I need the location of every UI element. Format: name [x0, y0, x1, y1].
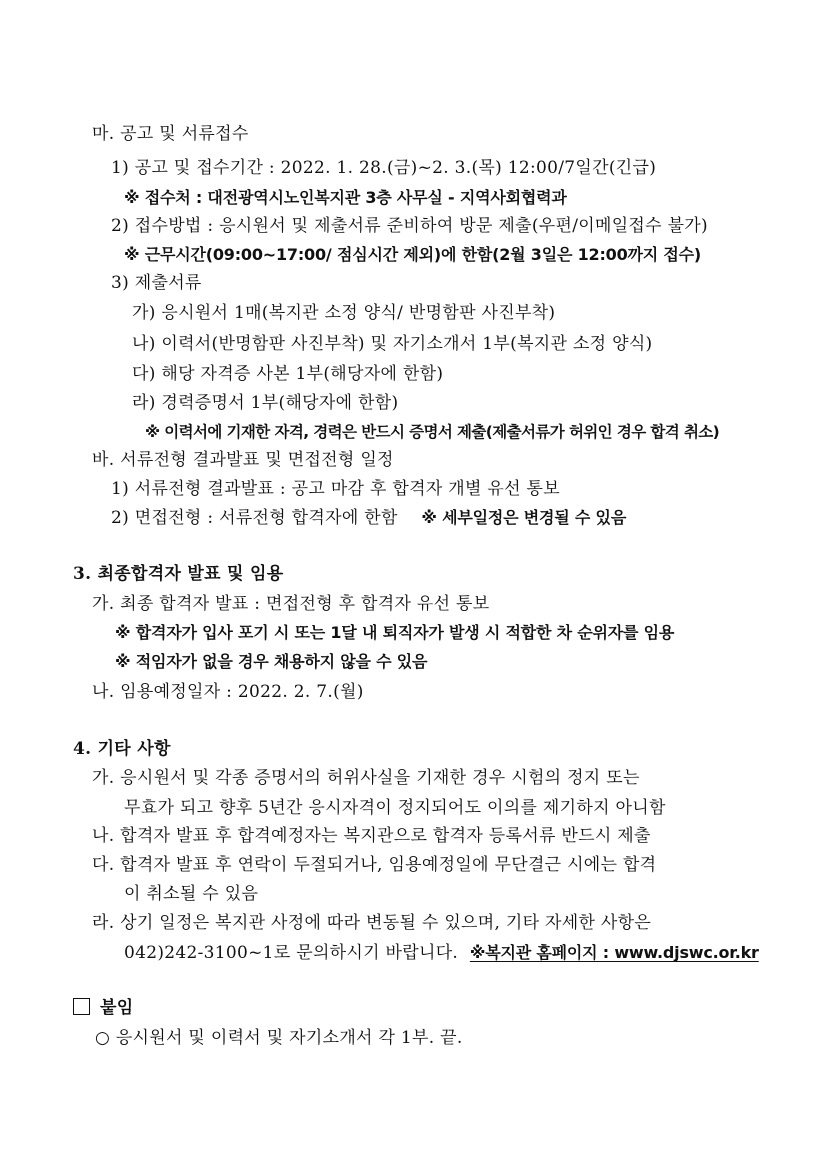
contact-phone-text: 042)242-3100~1로 문의하시기 바랍니다.: [124, 943, 459, 963]
schedule-change-note: ※ 세부일정은 변경될 수 있음: [421, 508, 627, 527]
other-item-da-line2: 이 취소될 수 있음: [124, 884, 259, 904]
required-documents-title: 3) 제출서류: [111, 273, 202, 293]
document-screening-result: 1) 서류전형 결과발표 : 공고 마감 후 합격자 개별 유선 통보: [111, 479, 560, 499]
certificate-note: ※ 이력서에 기재한 자격, 경력은 반드시 증명서 제출(제출서류가 허위인 경우 합격 취소): [145, 423, 720, 441]
attachment-item: ○ 응시원서 및 이력서 및 자기소개서 각 1부. 끝.: [95, 1028, 463, 1048]
other-item-ga-line1: 가. 응시원서 및 각종 증명서의 허위사실을 기재한 경우 시험의 정지 또는: [92, 768, 640, 788]
homepage-link[interactable]: ※복지관 홈페이지 : www.djswc.or.kr: [469, 943, 759, 962]
other-item-ra-line1: 라. 상기 일정은 복지관 사정에 따라 변동될 수 있으며, 기타 자세한 사항은: [92, 913, 652, 933]
final-announcement: 가. 최종 합격자 발표 : 면접전형 후 합격자 유선 통보: [92, 594, 490, 614]
attachment-title-text: 붙임: [100, 998, 134, 1018]
working-hours-note: ※ 근무시간(09:00~17:00/ 점심시간 제외)에 한함(2월 3일은 12:00까지 접수): [124, 245, 702, 264]
reception-method: 2) 접수방법 : 응시원서 및 제출서류 준비하여 방문 제출(우편/이메일접수 불가): [111, 216, 708, 236]
reception-place-note: ※ 접수처 : 대전광역시노인복지관 3층 사무실 - 지역사회협력과: [124, 188, 567, 207]
section-4-title: 4. 기타 사항: [73, 739, 171, 759]
section-ma-title: 마. 공고 및 서류접수: [92, 124, 249, 144]
other-item-da-line1: 다. 합격자 발표 후 연락이 두절되거나, 임용예정일에 무단결근 시에는 합격: [92, 855, 657, 875]
document-item: 가) 응시원서 1매(복지관 소정 양식/ 반명함판 사진부착): [132, 303, 556, 323]
checkbox-square-icon: [73, 998, 90, 1015]
interview-screening: [111, 506, 626, 530]
other-item-ga-line2: 무효가 되고 향후 5년간 응시자격이 정지되어도 이의를 제기하지 아니함: [124, 798, 666, 818]
document-item: 라) 경력증명서 1부(해당자에 한함): [132, 393, 399, 413]
interview-screening-text: 2) 면접전형 : 서류전형 합격자에 한함: [111, 508, 398, 528]
document-item: 다) 해당 자격증 사본 1부(해당자에 한함): [132, 364, 444, 384]
other-item-na: 나. 합격자 발표 후 합격예정자는 복지관으로 합격자 등록서류 반드시 제출: [92, 826, 651, 846]
posting-period: 1) 공고 및 접수기간 : 2022. 1. 28.(금)~2. 3.(목) 12:00/7일간(긴급): [111, 158, 657, 178]
replacement-note: ※ 합격자가 입사 포기 시 또는 1달 내 퇴직자가 발생 시 적합한 차 순위자를 임용: [115, 623, 675, 642]
section-3-title: 3. 최종합격자 발표 및 임용: [73, 564, 284, 584]
document-item: 나) 이력서(반명함판 사진부착) 및 자기소개서 1부(복지관 소정 양식): [132, 334, 653, 354]
appointment-date: 나. 임용예정일자 : 2022. 2. 7.(월): [92, 682, 364, 702]
no-hire-note: ※ 적임자가 없을 경우 채용하지 않을 수 있음: [115, 652, 428, 671]
section-ba-title: 바. 서류전형 결과발표 및 면접전형 일정: [92, 450, 394, 470]
other-item-ra-line2: [124, 941, 759, 965]
attachment-title: [73, 996, 133, 1020]
